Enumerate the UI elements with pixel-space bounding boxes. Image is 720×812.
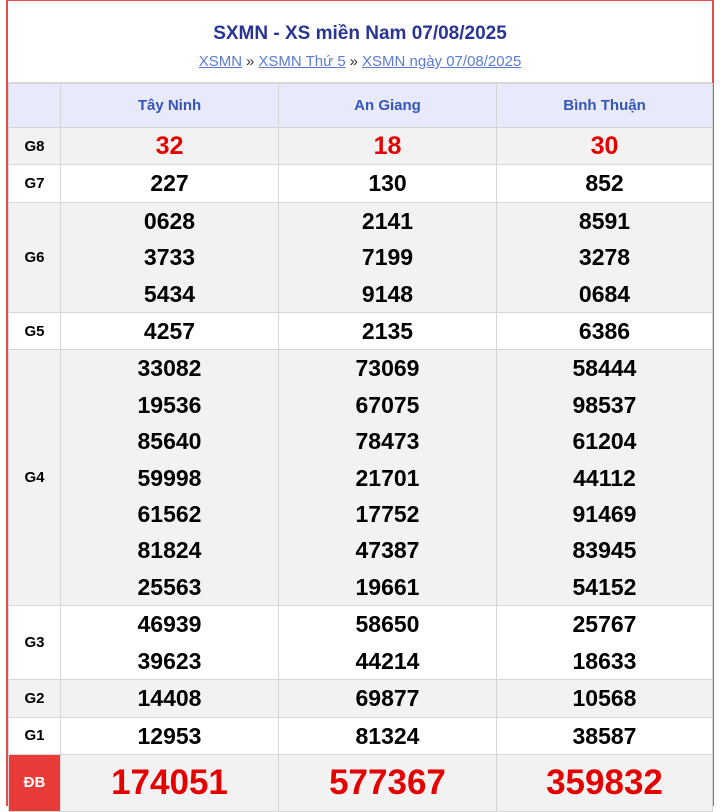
result-number: 19536 <box>137 391 202 418</box>
result-cell <box>279 313 497 350</box>
result-number: 9148 <box>361 280 414 307</box>
prize-label: G5 <box>9 313 61 350</box>
prize-row-đb <box>9 754 713 811</box>
result-number: 25767 <box>572 611 637 638</box>
result-number: 44112 <box>573 464 636 491</box>
result-cell <box>61 165 279 202</box>
result-cell <box>497 165 713 202</box>
result-number: 0684 <box>578 280 631 307</box>
result-number: 227 <box>150 170 189 197</box>
result-number: 83945 <box>572 537 637 564</box>
result-number: 18633 <box>572 647 637 674</box>
result-number: 25563 <box>137 573 202 600</box>
prize-label: G8 <box>9 128 61 165</box>
result-number: 47387 <box>355 537 420 564</box>
result-cell <box>61 606 279 680</box>
result-cell <box>497 680 713 717</box>
result-number: 10568 <box>572 685 637 712</box>
result-number: 81324 <box>355 722 420 749</box>
result-number: 12953 <box>137 722 202 749</box>
result-cell <box>497 313 713 350</box>
result-number: 91469 <box>572 501 637 528</box>
breadcrumb <box>8 53 712 71</box>
result-cell <box>497 717 713 754</box>
result-number: 58444 <box>572 355 637 382</box>
result-cell <box>279 606 497 680</box>
result-cell <box>61 717 279 754</box>
prize-row-g1 <box>9 717 713 754</box>
result-number: 7199 <box>361 244 414 271</box>
result-cell <box>61 202 279 312</box>
result-cell <box>279 202 497 312</box>
result-number: 81824 <box>137 537 202 564</box>
result-number: 32 <box>155 132 184 160</box>
result-number: 3733 <box>143 244 196 271</box>
result-number: 44214 <box>355 647 420 674</box>
result-number: 61204 <box>572 428 637 455</box>
result-cell <box>279 754 497 811</box>
result-cell <box>279 165 497 202</box>
result-number: 78473 <box>355 428 420 455</box>
results-header <box>8 1 712 83</box>
prize-row-g2 <box>9 680 713 717</box>
result-cell <box>497 754 713 811</box>
result-cell <box>61 680 279 717</box>
result-number: 19661 <box>355 573 420 600</box>
prize-row-g7 <box>9 165 713 202</box>
result-number: 14408 <box>137 685 202 712</box>
result-number: 67075 <box>355 391 420 418</box>
breadcrumb-separator: » <box>246 53 255 70</box>
prize-label: G2 <box>9 680 61 717</box>
result-number: 18 <box>373 132 402 160</box>
province-header[interactable]: Bình Thuận <box>497 84 713 128</box>
breadcrumb-link-date[interactable]: XSMN ngày 07/08/2025 <box>362 53 522 70</box>
result-number: 38587 <box>572 722 637 749</box>
result-number: 59998 <box>137 464 202 491</box>
prize-row-g3 <box>9 606 713 680</box>
page-title: SXMN - XS miền Nam 07/08/2025 <box>213 23 507 44</box>
province-header[interactable]: Tây Ninh <box>61 84 279 128</box>
prize-row-g6 <box>9 202 713 312</box>
prize-row-g5 <box>9 313 713 350</box>
breadcrumb-link-weekday[interactable]: XSMN Thứ 5 <box>258 53 346 70</box>
result-number: 17752 <box>355 501 420 528</box>
prize-label: G4 <box>9 350 61 606</box>
result-number: 174051 <box>111 762 228 802</box>
prize-column-header <box>9 84 61 128</box>
result-number: 6386 <box>578 318 631 345</box>
prize-label: ĐB <box>9 754 61 811</box>
result-cell <box>61 350 279 606</box>
result-number: 46939 <box>137 611 202 638</box>
result-cell <box>497 350 713 606</box>
result-number: 4257 <box>143 318 196 345</box>
results-panel <box>6 0 714 806</box>
result-number: 33082 <box>137 355 202 382</box>
result-number: 30 <box>590 132 619 160</box>
result-cell <box>279 350 497 606</box>
province-header-row <box>9 84 713 128</box>
result-cell <box>279 128 497 165</box>
result-number: 0628 <box>143 207 196 234</box>
result-cell <box>279 717 497 754</box>
prize-row-g8 <box>9 128 713 165</box>
prize-label: G7 <box>9 165 61 202</box>
result-number: 8591 <box>578 207 631 234</box>
result-number: 58650 <box>355 611 420 638</box>
prize-label: G6 <box>9 202 61 312</box>
result-number: 359832 <box>546 762 663 802</box>
result-cell <box>497 202 713 312</box>
results-table <box>8 83 713 812</box>
result-number: 5434 <box>143 280 196 307</box>
result-number: 852 <box>585 170 624 197</box>
result-number: 577367 <box>329 762 446 802</box>
result-number: 85640 <box>137 428 202 455</box>
result-number: 3278 <box>578 244 631 271</box>
result-cell <box>61 313 279 350</box>
prize-label: G1 <box>9 717 61 754</box>
prize-label: G3 <box>9 606 61 680</box>
breadcrumb-link-xsmn[interactable]: XSMN <box>198 53 243 70</box>
result-number: 54152 <box>572 573 637 600</box>
result-cell <box>61 754 279 811</box>
breadcrumb-separator: » <box>349 53 359 70</box>
province-header[interactable]: An Giang <box>279 84 497 128</box>
result-cell <box>61 128 279 165</box>
result-cell <box>497 606 713 680</box>
result-number: 98537 <box>572 391 637 418</box>
result-number: 2135 <box>361 318 414 345</box>
result-number: 39623 <box>137 647 202 674</box>
result-cell <box>279 680 497 717</box>
prize-row-g4 <box>9 350 713 606</box>
result-number: 2141 <box>361 207 414 234</box>
result-number: 21701 <box>355 464 420 491</box>
result-number: 130 <box>368 170 407 197</box>
result-cell <box>497 128 713 165</box>
result-number: 69877 <box>355 685 420 712</box>
result-number: 73069 <box>355 355 420 382</box>
result-number: 61562 <box>137 501 202 528</box>
